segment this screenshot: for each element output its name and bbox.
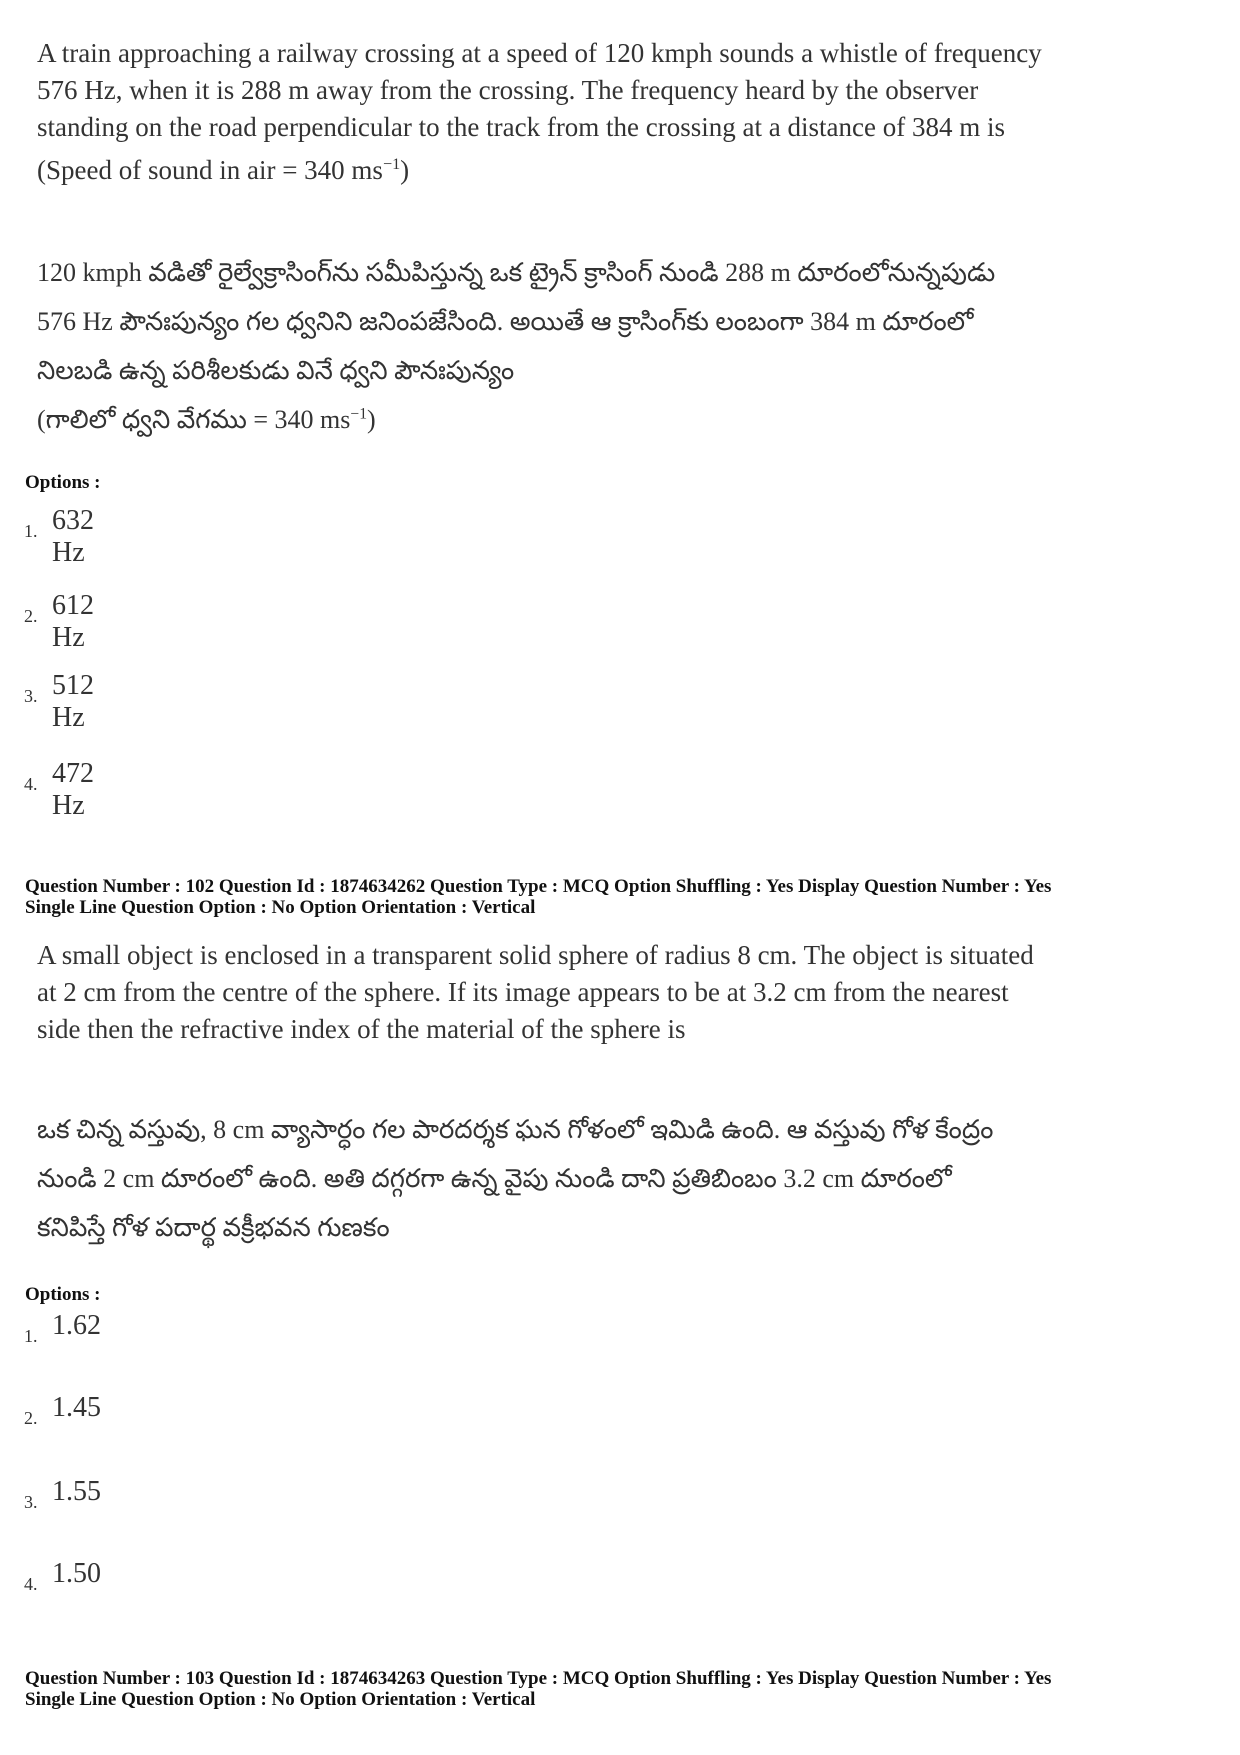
option-number: 4.: [24, 774, 38, 794]
option-value: 472 Hz: [52, 758, 94, 821]
q102-english-text: [37, 937, 1157, 1048]
option-number: 3.: [24, 686, 38, 706]
q101-en-note-sup: −1: [382, 155, 401, 173]
q102-te-line-2: నుండి 2 cm దూరంలో ఉంది. అతి దగ్గరగా ఉన్న వైపు నుండి దాని ప్రతిబింబం 3.2 cm దూరంలో: [37, 1164, 952, 1193]
option-value: 1.45: [52, 1392, 101, 1423]
q101-en-line-2: 576 Hz, when it is 288 m away from the crossing. The frequency heard by the observer: [37, 75, 979, 105]
q103-meta-line-1: Question Number : 103 Question Id : 1874634263 Question Type : MCQ Option Shuffling : Yes Display Question Number : Yes: [25, 1668, 1052, 1689]
option-number: 2.: [24, 606, 38, 626]
q101-te-note-sup: −1: [350, 405, 367, 423]
q102-meta-line-2: Single Line Question Option : No Option Orientation : Vertical: [25, 897, 536, 918]
q101-en-note-prefix: (Speed of sound in air = 340 ms: [37, 155, 383, 185]
q101-en-line-1: A train approaching a railway crossing at a speed of 120 kmph sounds a whistle of frequency: [37, 38, 1042, 68]
q101-options-label: Options :: [25, 472, 101, 493]
option-number: 1.: [24, 521, 38, 541]
option-number: 4.: [24, 1574, 38, 1594]
q101-en-note-suffix: ): [400, 155, 410, 185]
q102-en-line-1: A small object is enclosed in a transparent solid sphere of radius 8 cm. The object is situated: [37, 940, 1034, 970]
q102-te-line-3: కనిపిస్తే గోళ పదార్థ వక్రీభవన గుణకం: [37, 1213, 390, 1242]
q101-te-note-prefix: (గాలిలో ధ్వని వేగము = 340 ms: [37, 405, 351, 434]
option-number: 3.: [24, 1492, 38, 1512]
option-value: 612 Hz: [52, 590, 94, 653]
q101-english-text: [37, 35, 1157, 189]
q101-te-line-3: నిలబడి ఉన్న పరిశీలకుడు వినే ధ్వని పౌనఃపున్యం: [37, 356, 515, 385]
q101-te-note-suffix: ): [367, 405, 376, 434]
q102-meta: [25, 876, 1225, 918]
q101-te-note: [37, 395, 1167, 444]
q102-en-line-2: at 2 cm from the centre of the sphere. If its image appears to be at 3.2 cm from the nearest: [37, 977, 1009, 1007]
q103-meta: [25, 1668, 1225, 1710]
q101-te-line-2: 576 Hz పౌనఃపున్యం గల ధ్వనిని జనింపజేసింది. అయితే ఆ క్రాసింగ్‌కు లంబంగా 384 m దూరంలో: [37, 307, 974, 336]
q102-te-line-1: ఒక చిన్న వస్తువు, 8 cm వ్యాసార్ధం గల పారదర్శక ఘన గోళంలో ఇమిడి ఉంది. ఆ వస్తువు గోళ కేంద్రం: [37, 1115, 994, 1144]
q103-meta-line-2: Single Line Question Option : No Option Orientation : Vertical: [25, 1689, 536, 1710]
q101-en-line-3: standing on the road perpendicular to the track from the crossing at a distance of 384 m is: [37, 112, 1005, 142]
q101-te-line-1: 120 kmph వడితో రైల్వేక్రాసింగ్‌ను సమీపిస్తున్న ఒక ట్రైన్ క్రాసింగ్ నుండి 288 m దూరంలోనున్నపుడు: [37, 258, 996, 287]
option-value: 632 Hz: [52, 505, 94, 568]
q102-telugu-text: [37, 1105, 1167, 1252]
q101-en-note: [37, 152, 1157, 189]
option-number: 1.: [24, 1326, 38, 1346]
q102-options-label: Options :: [25, 1284, 101, 1305]
q102-en-line-3: side then the refractive index of the material of the sphere is: [37, 1014, 686, 1044]
q101-telugu-text: [37, 248, 1167, 444]
option-value: 1.50: [52, 1558, 101, 1589]
option-value: 1.55: [52, 1476, 101, 1507]
option-value: 1.62: [52, 1310, 101, 1341]
option-number: 2.: [24, 1408, 38, 1428]
option-value: 512 Hz: [52, 670, 94, 733]
q102-meta-line-1: Question Number : 102 Question Id : 1874634262 Question Type : MCQ Option Shuffling : Yes Display Question Number : Yes: [25, 876, 1052, 897]
